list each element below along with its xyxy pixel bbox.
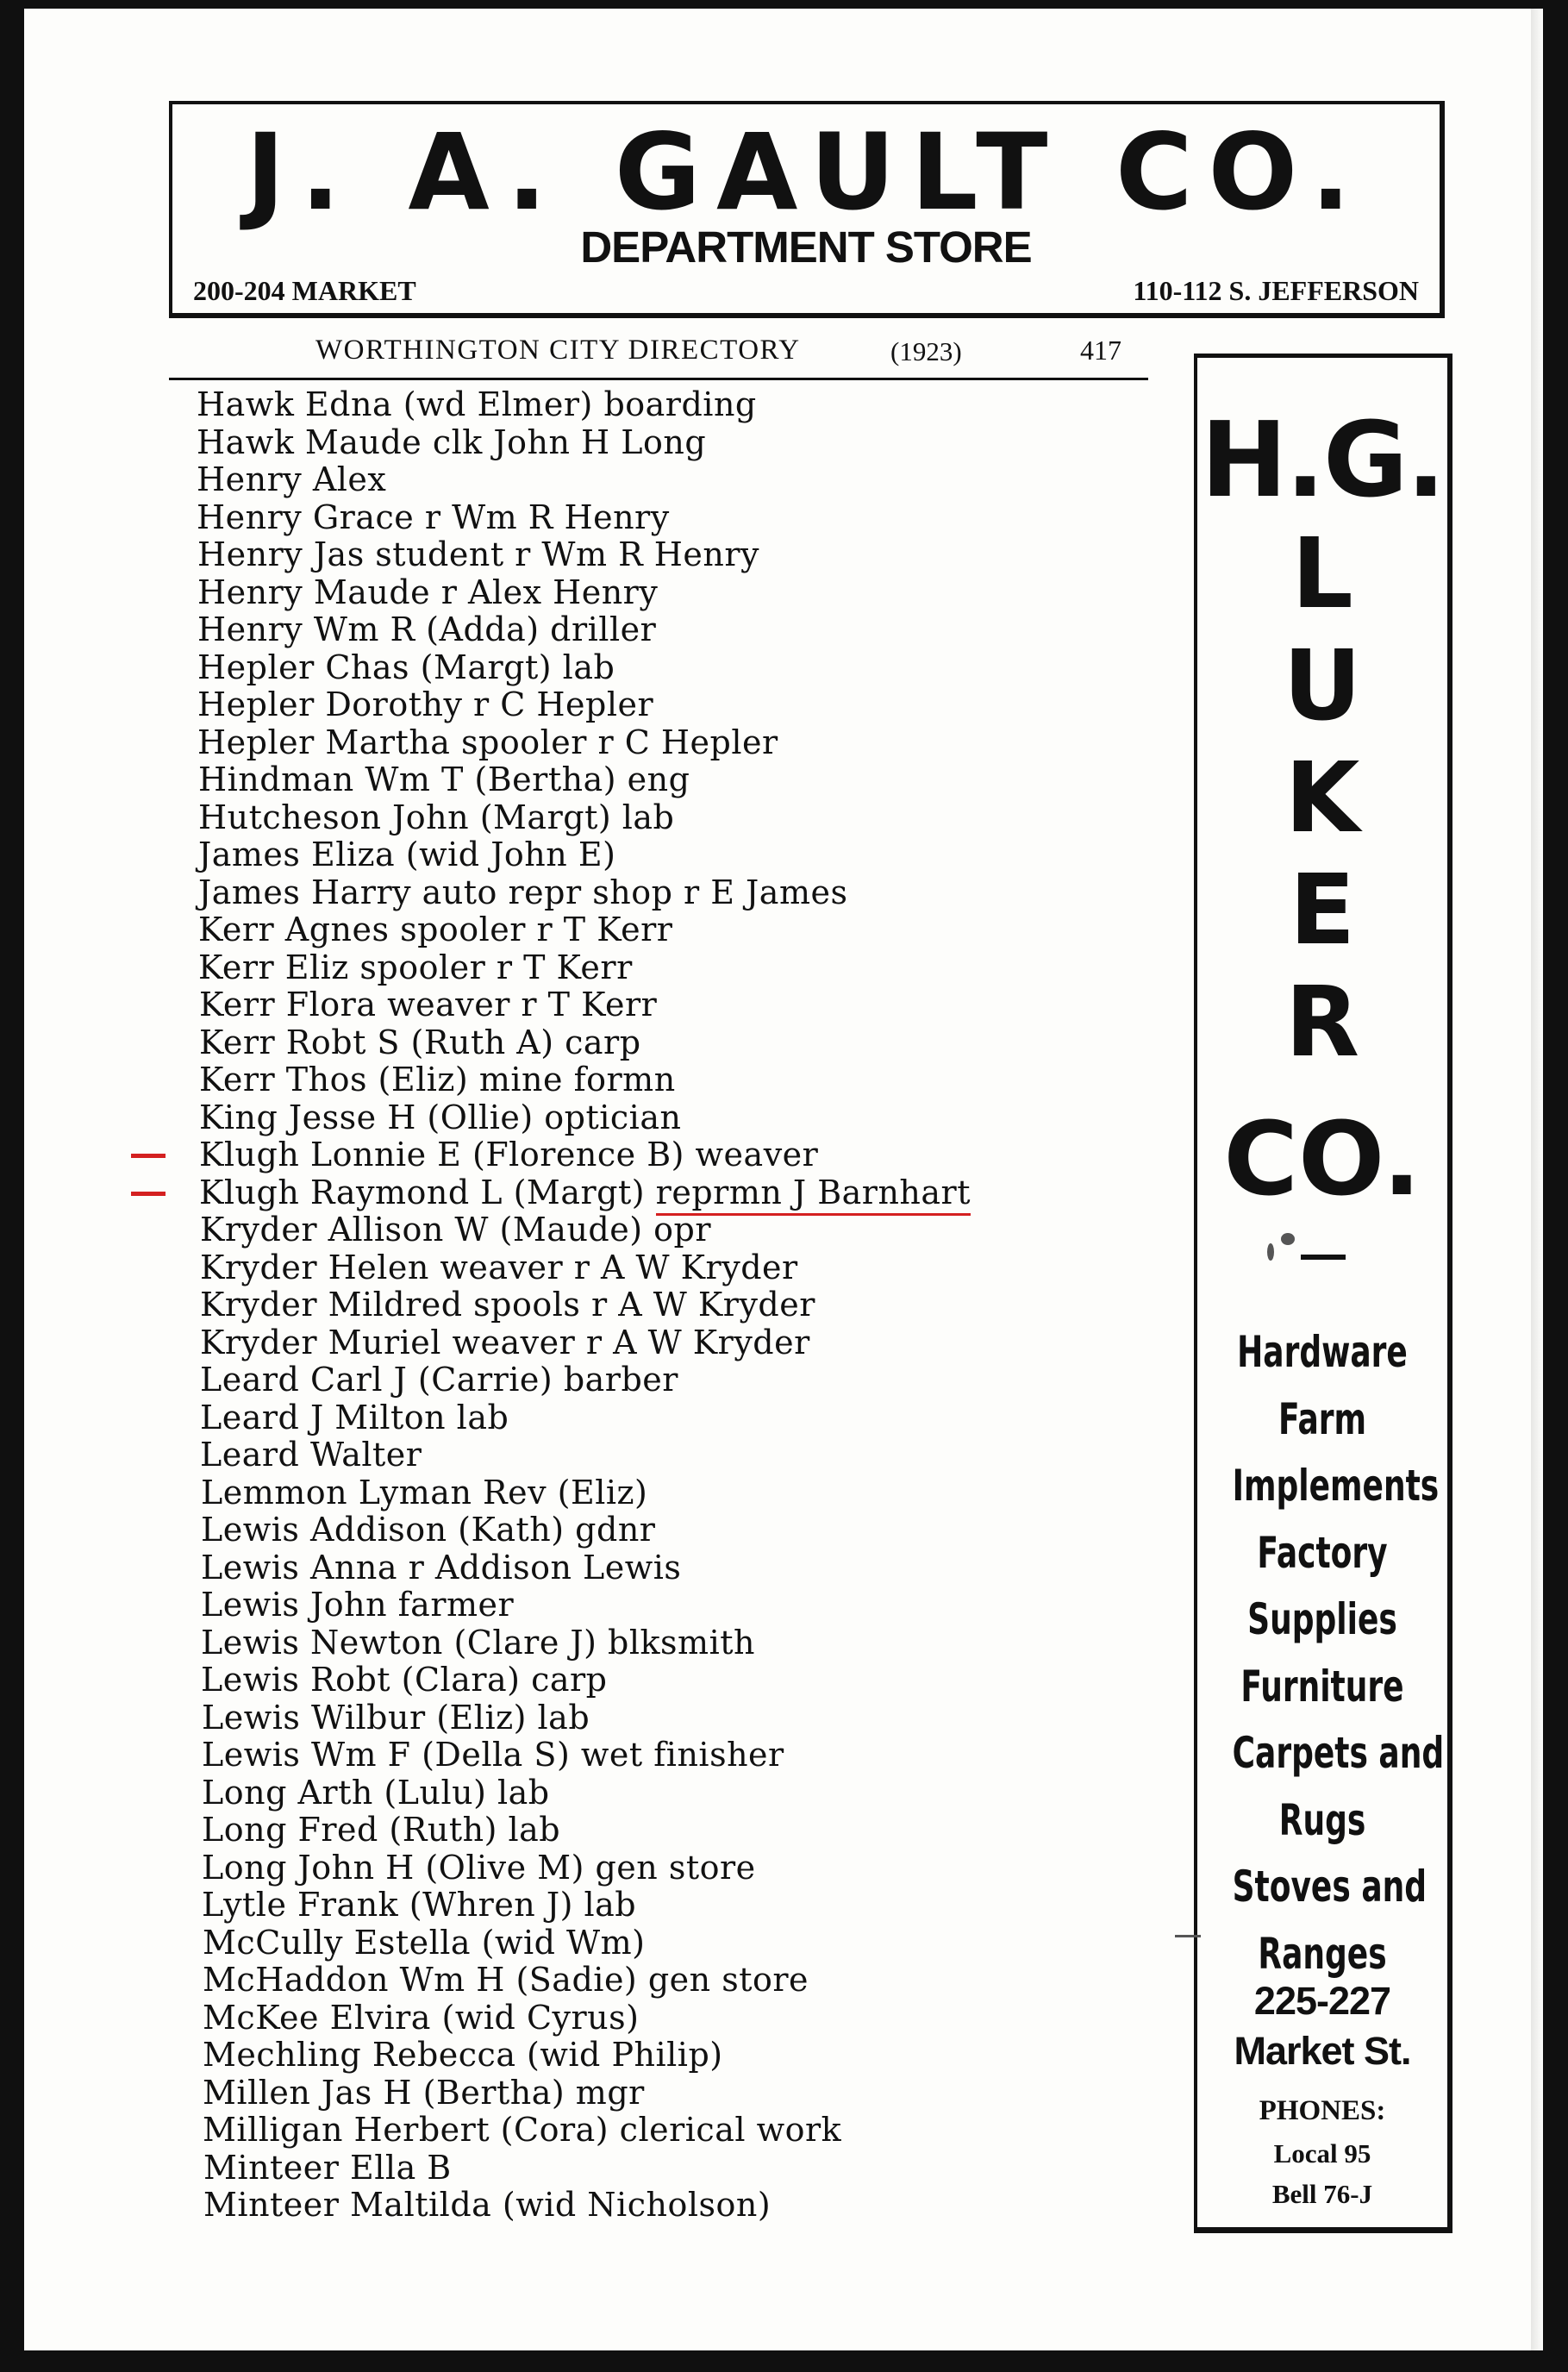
- entry-text: McKee Elvira (wid Cyrus): [203, 1998, 640, 2037]
- directory-entry: [169, 1699, 1152, 1737]
- gault-advertisement: [169, 101, 1445, 318]
- luker-phone-bell: Bell 76-J: [1271, 2179, 1373, 2209]
- directory-entry: [169, 986, 1152, 1024]
- entry-text: Lewis Newton (Clare J) blksmith: [201, 1623, 755, 1662]
- entry-text: Lewis Anna r Addison Lewis: [201, 1548, 682, 1587]
- entry-text: King Jesse H (Ollie) optician: [199, 1098, 682, 1136]
- entry-text: Millen Jas H (Bertha) mgr: [203, 2073, 645, 2112]
- luker-product: Supplies: [1247, 1594, 1397, 1644]
- luker-product-list: [1197, 1319, 1447, 1987]
- directory-entry: [169, 874, 1152, 912]
- directory-entry: [169, 949, 1152, 987]
- entry-text: Kryder Helen weaver r A W Kryder: [200, 1248, 798, 1286]
- entry-text: Hawk Edna (wd Elmer) boarding: [197, 385, 757, 423]
- directory-entry: [169, 1849, 1152, 1887]
- entry-text: Lewis Wm F (Della S) wet finisher: [202, 1736, 784, 1774]
- entry-text: Long Arth (Lulu) lab: [202, 1773, 550, 1812]
- luker-divider: [1301, 1255, 1346, 1260]
- entry-text: Hepler Dorothy r C Hepler: [197, 685, 654, 723]
- luker-letter: E: [1289, 854, 1356, 967]
- entry-text: Lytle Frank (Whren J) lab: [202, 1886, 637, 1924]
- directory-entry: [169, 2000, 1152, 2037]
- entry-text: James Harry auto repr shop r E James: [198, 873, 848, 911]
- entry-text: Lewis John farmer: [201, 1586, 515, 1624]
- directory-entry: [169, 1174, 1152, 1212]
- directory-entry: [169, 1136, 1152, 1174]
- directory-entry: [169, 2112, 1152, 2150]
- luker-phones-label: PHONES:: [1259, 2095, 1386, 2126]
- directory-entry: [169, 1061, 1152, 1099]
- running-head-title: WORTHINGTON CITY DIRECTORY: [315, 335, 801, 366]
- entry-text: Henry Alex: [197, 460, 387, 498]
- directory-entry: [169, 1925, 1152, 1962]
- luker-product: Factory: [1257, 1527, 1388, 1578]
- directory-entry: [169, 1624, 1152, 1662]
- gault-company-name: J. A. GAULT CO.: [246, 111, 1366, 234]
- directory-entry: [169, 2075, 1152, 2112]
- entry-text: Kerr Agnes spooler r T Kerr: [198, 911, 673, 948]
- luker-advertisement: [1194, 354, 1452, 2233]
- directory-entry: [169, 536, 1152, 574]
- entry-text: Hepler Martha spooler r C Hepler: [197, 723, 778, 761]
- directory-entry: [169, 2150, 1152, 2187]
- entry-text: Lewis Addison (Kath) gdnr: [201, 1511, 656, 1549]
- entry-text: McHaddon Wm H (Sadie) gen store: [203, 1961, 809, 1999]
- entry-text: Minteer Maltilda (wid Nicholson): [203, 2186, 772, 2224]
- luker-product: Implements: [1232, 1461, 1440, 1511]
- entry-text: Leard J Milton lab: [200, 1398, 509, 1436]
- directory-entry: [169, 1099, 1152, 1137]
- directory-entry: [169, 1211, 1152, 1249]
- directory-entry: [169, 1812, 1152, 1849]
- luker-letter: K: [1284, 742, 1360, 854]
- directory-entry: [169, 1662, 1152, 1699]
- ink-speck: [1281, 1233, 1295, 1245]
- gault-address-left: 200-204 MARKET: [193, 275, 416, 306]
- entry-text: Hindman Wm T (Bertha) eng: [198, 760, 690, 798]
- entry-text: Hepler Chas (Margt) lab: [197, 648, 615, 686]
- directory-entry: [169, 574, 1152, 612]
- directory-entry: [169, 911, 1152, 949]
- entry-text: Mechling Rebecca (wid Philip): [203, 2036, 723, 2074]
- directory-entry: [169, 1361, 1152, 1399]
- entry-text: Lewis Wilbur (Eliz) lab: [202, 1698, 590, 1737]
- directory-page: [24, 9, 1543, 2350]
- luker-address-street: Market St.: [1234, 2029, 1411, 2073]
- entry-text: Hawk Maude clk John H Long: [197, 422, 707, 461]
- luker-product: Carpets and: [1232, 1728, 1445, 1778]
- directory-entry: [169, 461, 1152, 499]
- directory-listing: [169, 386, 1152, 2225]
- entry-text: Long Fred (Ruth) lab: [202, 1811, 561, 1849]
- directory-entry: [169, 1436, 1152, 1474]
- entry-text: Henry Jas student r Wm R Henry: [197, 535, 760, 573]
- directory-entry: [169, 799, 1152, 837]
- directory-entry: [169, 2037, 1152, 2075]
- directory-entry: [169, 1887, 1152, 1925]
- gault-subtitle: DEPARTMENT STORE: [580, 222, 1032, 272]
- luker-product: Stoves and: [1232, 1862, 1427, 1912]
- luker-phone-local: Local 95: [1273, 2138, 1371, 2169]
- entry-text: Hutcheson John (Margt) lab: [198, 798, 675, 836]
- directory-entry: [169, 724, 1152, 762]
- luker-letter: U: [1283, 630, 1362, 742]
- entry-text: Kerr Flora weaver r T Kerr: [199, 986, 658, 1023]
- page-edge-shadow: [1531, 9, 1543, 2350]
- directory-entry: [169, 1024, 1152, 1062]
- directory-entry: [169, 1737, 1152, 1774]
- entry-text: Leard Walter: [200, 1436, 422, 1474]
- ink-speck: [1267, 1243, 1274, 1261]
- directory-entry: [169, 686, 1152, 724]
- entry-text: Kryder Mildred spools r A W Kryder: [200, 1286, 815, 1324]
- directory-entry: [169, 1474, 1152, 1512]
- entry-text: Lemmon Lyman Rev (Eliz): [201, 1473, 648, 1511]
- directory-entry: [169, 424, 1152, 462]
- luker-initials: H.G.: [1200, 401, 1445, 521]
- entry-text: Milligan Herbert (Cora) clerical work: [203, 2111, 842, 2149]
- entry-text: James Eliza (wid John E): [198, 836, 616, 873]
- entry-text: Henry Maude r Alex Henry: [197, 573, 659, 611]
- directory-entry: [169, 1549, 1152, 1587]
- directory-entry: [169, 1399, 1152, 1437]
- entry-text: Kerr Robt S (Ruth A) carp: [199, 1023, 641, 1061]
- directory-entry: [169, 761, 1152, 799]
- gault-address-right: 110-112 S. JEFFERSON: [1133, 275, 1419, 306]
- entry-text: Lewis Robt (Clara) carp: [201, 1661, 608, 1699]
- directory-entry: [169, 2187, 1152, 2225]
- entry-text: Long John H (Olive M) gen store: [202, 1848, 756, 1887]
- directory-entry: [169, 1324, 1152, 1362]
- entry-text: Kerr Eliz spooler r T Kerr: [198, 948, 633, 986]
- luker-product: Ranges: [1258, 1928, 1387, 1979]
- luker-product: Rugs: [1278, 1794, 1366, 1845]
- directory-entry: [169, 1587, 1152, 1624]
- luker-address-number: 225-227: [1253, 1979, 1391, 2023]
- entry-underlined-text: reprmn J Barnhart: [656, 1173, 971, 1216]
- luker-suffix: CO.: [1223, 1099, 1421, 1218]
- directory-entry: [169, 1286, 1152, 1324]
- entry-text: Henry Wm R (Adda) driller: [197, 610, 657, 648]
- luker-letter: R: [1284, 967, 1360, 1079]
- directory-entry: [169, 1774, 1152, 1812]
- entry-text: Henry Grace r Wm R Henry: [197, 498, 670, 536]
- directory-entry: [169, 1511, 1152, 1549]
- entry-text: Minteer Ella B: [203, 2148, 452, 2187]
- entry-text: Leard Carl J (Carrie) barber: [200, 1361, 678, 1399]
- directory-entry: [169, 611, 1152, 649]
- luker-product: Furniture: [1240, 1661, 1404, 1712]
- header-rule: [169, 378, 1148, 380]
- entry-text: Kryder Muriel weaver r A W Kryder: [200, 1323, 810, 1361]
- entry-text: Kryder Allison W (Maude) opr: [200, 1211, 711, 1249]
- directory-entry: [169, 649, 1152, 687]
- directory-entry: [169, 499, 1152, 537]
- entry-text: Klugh Raymond L (Margt): [199, 1173, 656, 1211]
- entry-text: McCully Estella (wid Wm): [203, 1923, 646, 1962]
- luker-product: Farm: [1278, 1393, 1367, 1444]
- ink-speck: [1175, 1935, 1201, 1937]
- directory-entry: [169, 1249, 1152, 1287]
- directory-entry: [169, 1962, 1152, 2000]
- luker-letter: L: [1291, 518, 1353, 630]
- entry-text: Klugh Lonnie E (Florence B) weaver: [199, 1136, 819, 1173]
- running-head-year: (1923): [890, 336, 962, 366]
- directory-entry: [169, 836, 1152, 874]
- entry-text: Kerr Thos (Eliz) mine formn: [199, 1061, 676, 1098]
- page-number: 417: [1080, 335, 1121, 366]
- directory-entry: [169, 386, 1152, 424]
- luker-product: Hardware: [1237, 1327, 1408, 1377]
